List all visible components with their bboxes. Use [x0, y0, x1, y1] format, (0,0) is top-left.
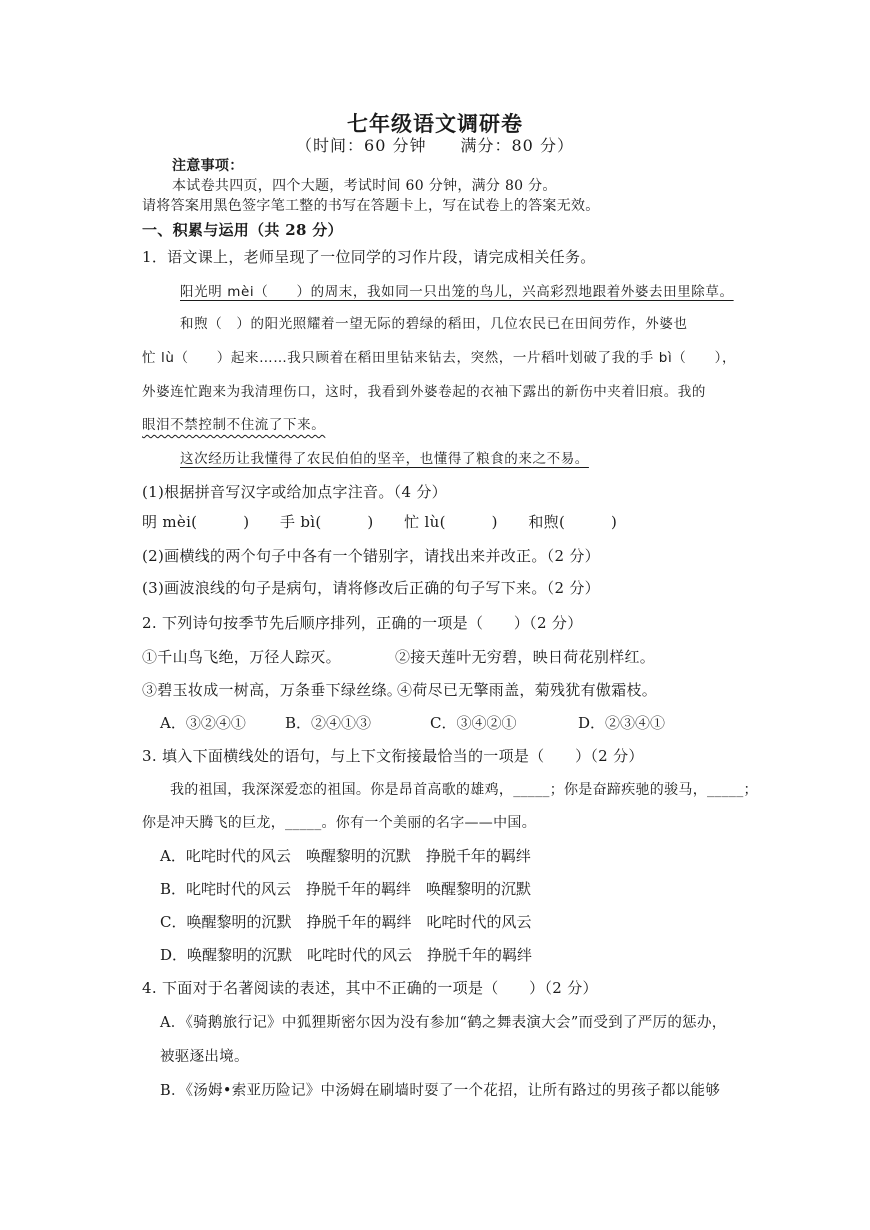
section-1-heading: 一、积累与运用（共 28 分）: [142, 221, 343, 239]
q2-poem-4: ④荷尽已无擎雨盖，菊残犹有傲霜枝。: [397, 681, 658, 699]
q3-option-b: B．叱咤时代的风云 挣脱千年的羁绊 唤醒黎明的沉默: [160, 880, 532, 898]
q2-poem-3: ③碧玉妆成一树高，万条垂下绿丝绦。: [142, 681, 403, 699]
notes-line-2: 请将答案用黑色签字笔工整的书写在答题卡上，写在试卷上的答案无效。: [142, 198, 600, 214]
q1-passage-line-2: 和煦（ ）的阳光照耀着一望无际的碧绿的稻田，几位农民已在田间劳作，外婆也: [180, 316, 688, 332]
q4-option-a-line-2: 被驱逐出境。: [160, 1049, 249, 1065]
q1-passage-line-1: 阳光明 mèi（ ）的周末，我如同一只出笼的鸟儿，兴高彩烈地跟着外婆去田里除草。: [180, 284, 734, 300]
exam-title: 七年级语文调研卷: [347, 111, 523, 136]
q1-passage-line-6: 这次经历让我懂得了农民伯伯的坚辛，也懂得了粮食的来之不易。: [180, 451, 589, 467]
q2-option-b: B．②④①③: [285, 714, 372, 732]
q1-sub-2: (2)画横线的两个句子中各有一个错别字，请找出来并改正。（2 分）: [142, 547, 600, 565]
q4-option-b-line-1: B．《汤姆•索亚历险记》中汤姆在刷墙时耍了一个花招，让所有路过的男孩子都以能够: [160, 1083, 721, 1099]
q1-sub-3: (3)画波浪线的句子是病句，请将修改后正确的句子写下来。（2 分）: [142, 579, 600, 597]
q2-option-c: C．③④②①: [430, 714, 517, 732]
q3-option-d: D．唤醒黎明的沉默 叱咤时代的风云 挣脱千年的羁绊: [160, 946, 533, 964]
q2-option-a: A．③②④①: [160, 714, 246, 732]
q1-passage-line-3: 忙 lù（ ）起来……我只顾着在稻田里钻来钻去，突然，一片稻叶划破了我的手 bì（ ），: [142, 350, 737, 366]
q3-stem: 3. 填入下面横线处的语句，与上下文衔接最恰当的一项是（ ）（2 分）: [142, 747, 644, 765]
q3-text-2: 你是冲天腾飞的巨龙，_____。你有一个美丽的名字——中国。: [142, 815, 536, 831]
q2-poem-2: ②接天莲叶无穷碧，映日荷花别样红。: [395, 648, 656, 666]
q3-option-a: A．叱咤时代的风云 唤醒黎明的沉默 挣脱千年的羁绊: [160, 847, 531, 865]
q1-stem: 1．语文课上，老师呈现了一位同学的习作片段，请完成相关任务。: [142, 248, 596, 266]
q4-stem: 4. 下面对于名著阅读的表述，其中不正确的一项是（ ）（2 分）: [142, 979, 598, 997]
q2-stem: 2. 下列诗句按季节先后顺序排列，正确的一项是（ ）（2 分）: [142, 614, 583, 632]
q1-passage-line-5: 眼泪不禁控制不住流了下来。: [142, 417, 326, 433]
q1-sub-1-blanks: 明 mèi( ) 手 bì( ) 忙 lù( ) 和煦( ): [142, 513, 618, 531]
notes-heading: 注意事项：: [172, 158, 244, 174]
q2-poem-1: ①千山鸟飞绝，万径人踪灭。: [142, 648, 341, 666]
q4-option-a-line-1: A．《骑鹅旅行记》中狐狸斯密尔因为没有参加“鹤之舞表演大会”而受到了严厉的惩办，: [160, 1015, 727, 1031]
exam-subtitle: （时间：60 分钟 满分：80 分）: [296, 136, 574, 155]
q1-sub-1: (1)根据拼音写汉字或给加点字注音。（4 分）: [142, 483, 447, 501]
q1-passage-line-4: 外婆连忙跑来为我清理伤口，这时，我看到外婆卷起的衣袖下露出的新伤中夹着旧痕。我的: [142, 384, 706, 400]
q3-option-c: C．唤醒黎明的沉默 挣脱千年的羁绊 叱咤时代的风云: [160, 913, 532, 931]
q2-option-d: D．②③④①: [578, 714, 666, 732]
notes-line-1: 本试卷共四页，四个大题，考试时间 60 分钟，满分 80 分。: [172, 178, 557, 194]
q3-text-1: 我的祖国，我深深爱恋的祖国。你是昂首高歌的雄鸡，_____；你是奋蹄疾驰的骏马，_____；: [170, 782, 758, 798]
